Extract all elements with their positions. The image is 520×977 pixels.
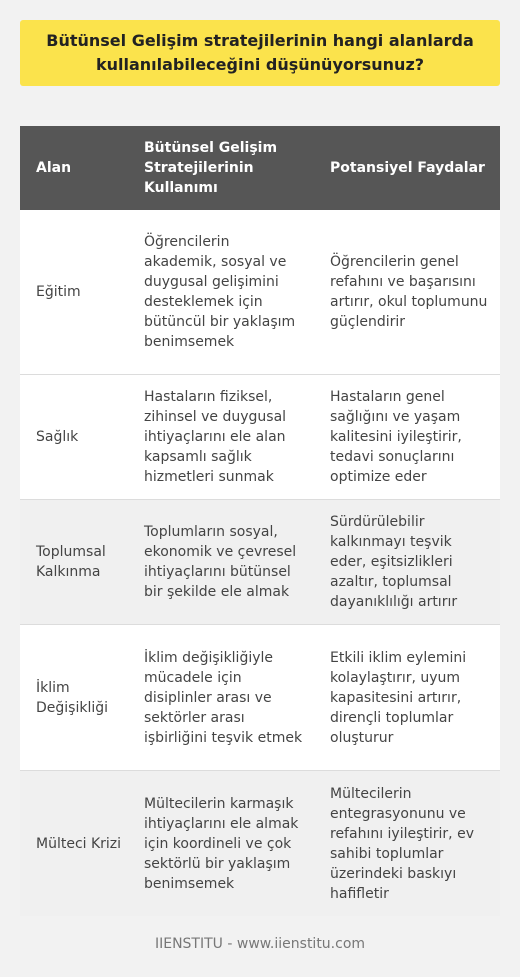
table-row-alan: Eğitim <box>20 210 132 374</box>
table-row-fayda: Etkili iklim eylemini kolaylaştırır, uyum kapasitesini artırır, dirençli toplumlar oluşturur <box>314 624 500 770</box>
table-row-alan: İklim Değişikliği <box>20 624 132 770</box>
page-title: Bütünsel Gelişim stratejilerinin hangi alanlarda kullanılabileceğini düşünüyorsunuz? <box>46 31 474 74</box>
table-row-alan: Toplumsal Kalkınma <box>20 499 132 624</box>
table-row-fayda: Mültecilerin entegrasyonunu ve refahını iyileştirir, ev sahibi toplumlar üzerindeki baskıyı hafifletir <box>314 770 500 916</box>
strategy-table <box>20 126 500 916</box>
table-row-kullanim: Öğrencilerin akademik, sosyal ve duygusal gelişimini desteklemek için bütüncül bir yaklaşım benimsemek <box>132 210 314 374</box>
table-row-kullanim: Toplumların sosyal, ekonomik ve çevresel ihtiyaçlarını bütünsel bir şekilde ele almak <box>132 499 314 624</box>
table-row-alan: Sağlık <box>20 374 132 499</box>
table-row-fayda: Hastaların genel sağlığını ve yaşam kalitesini iyileştirir, tedavi sonuçlarını optimize eder <box>314 374 500 499</box>
header-alan: Alan <box>20 126 132 210</box>
table-row-kullanim: İklim değişikliğiyle mücadele için disiplinler arası ve sektörler arası işbirliğini teşvik etmek <box>132 624 314 770</box>
title-banner <box>20 20 500 86</box>
table-row-kullanim: Mültecilerin karmaşık ihtiyaçlarını ele almak için koordineli ve çok sektörlü bir yaklaşım benimsemek <box>132 770 314 916</box>
header-faydalar: Potansiyel Faydalar <box>314 126 500 210</box>
table-row-fayda: Öğrencilerin genel refahını ve başarısını artırır, okul toplumunu güçlendirir <box>314 210 500 374</box>
header-kullanim: Bütünsel Gelişim Stratejilerinin Kullanımı <box>132 126 314 210</box>
table-row-kullanim: Hastaların fiziksel, zihinsel ve duygusal ihtiyaçlarını ele alan kapsamlı sağlık hizmetleri sunmak <box>132 374 314 499</box>
table-row-alan: Mülteci Krizi <box>20 770 132 916</box>
footer-credit: IIENSTITU - www.iienstitu.com <box>154 936 366 952</box>
table-row-fayda: Sürdürülebilir kalkınmayı teşvik eder, eşitsizlikleri azaltır, toplumsal dayanıklılığı artırır <box>314 499 500 624</box>
